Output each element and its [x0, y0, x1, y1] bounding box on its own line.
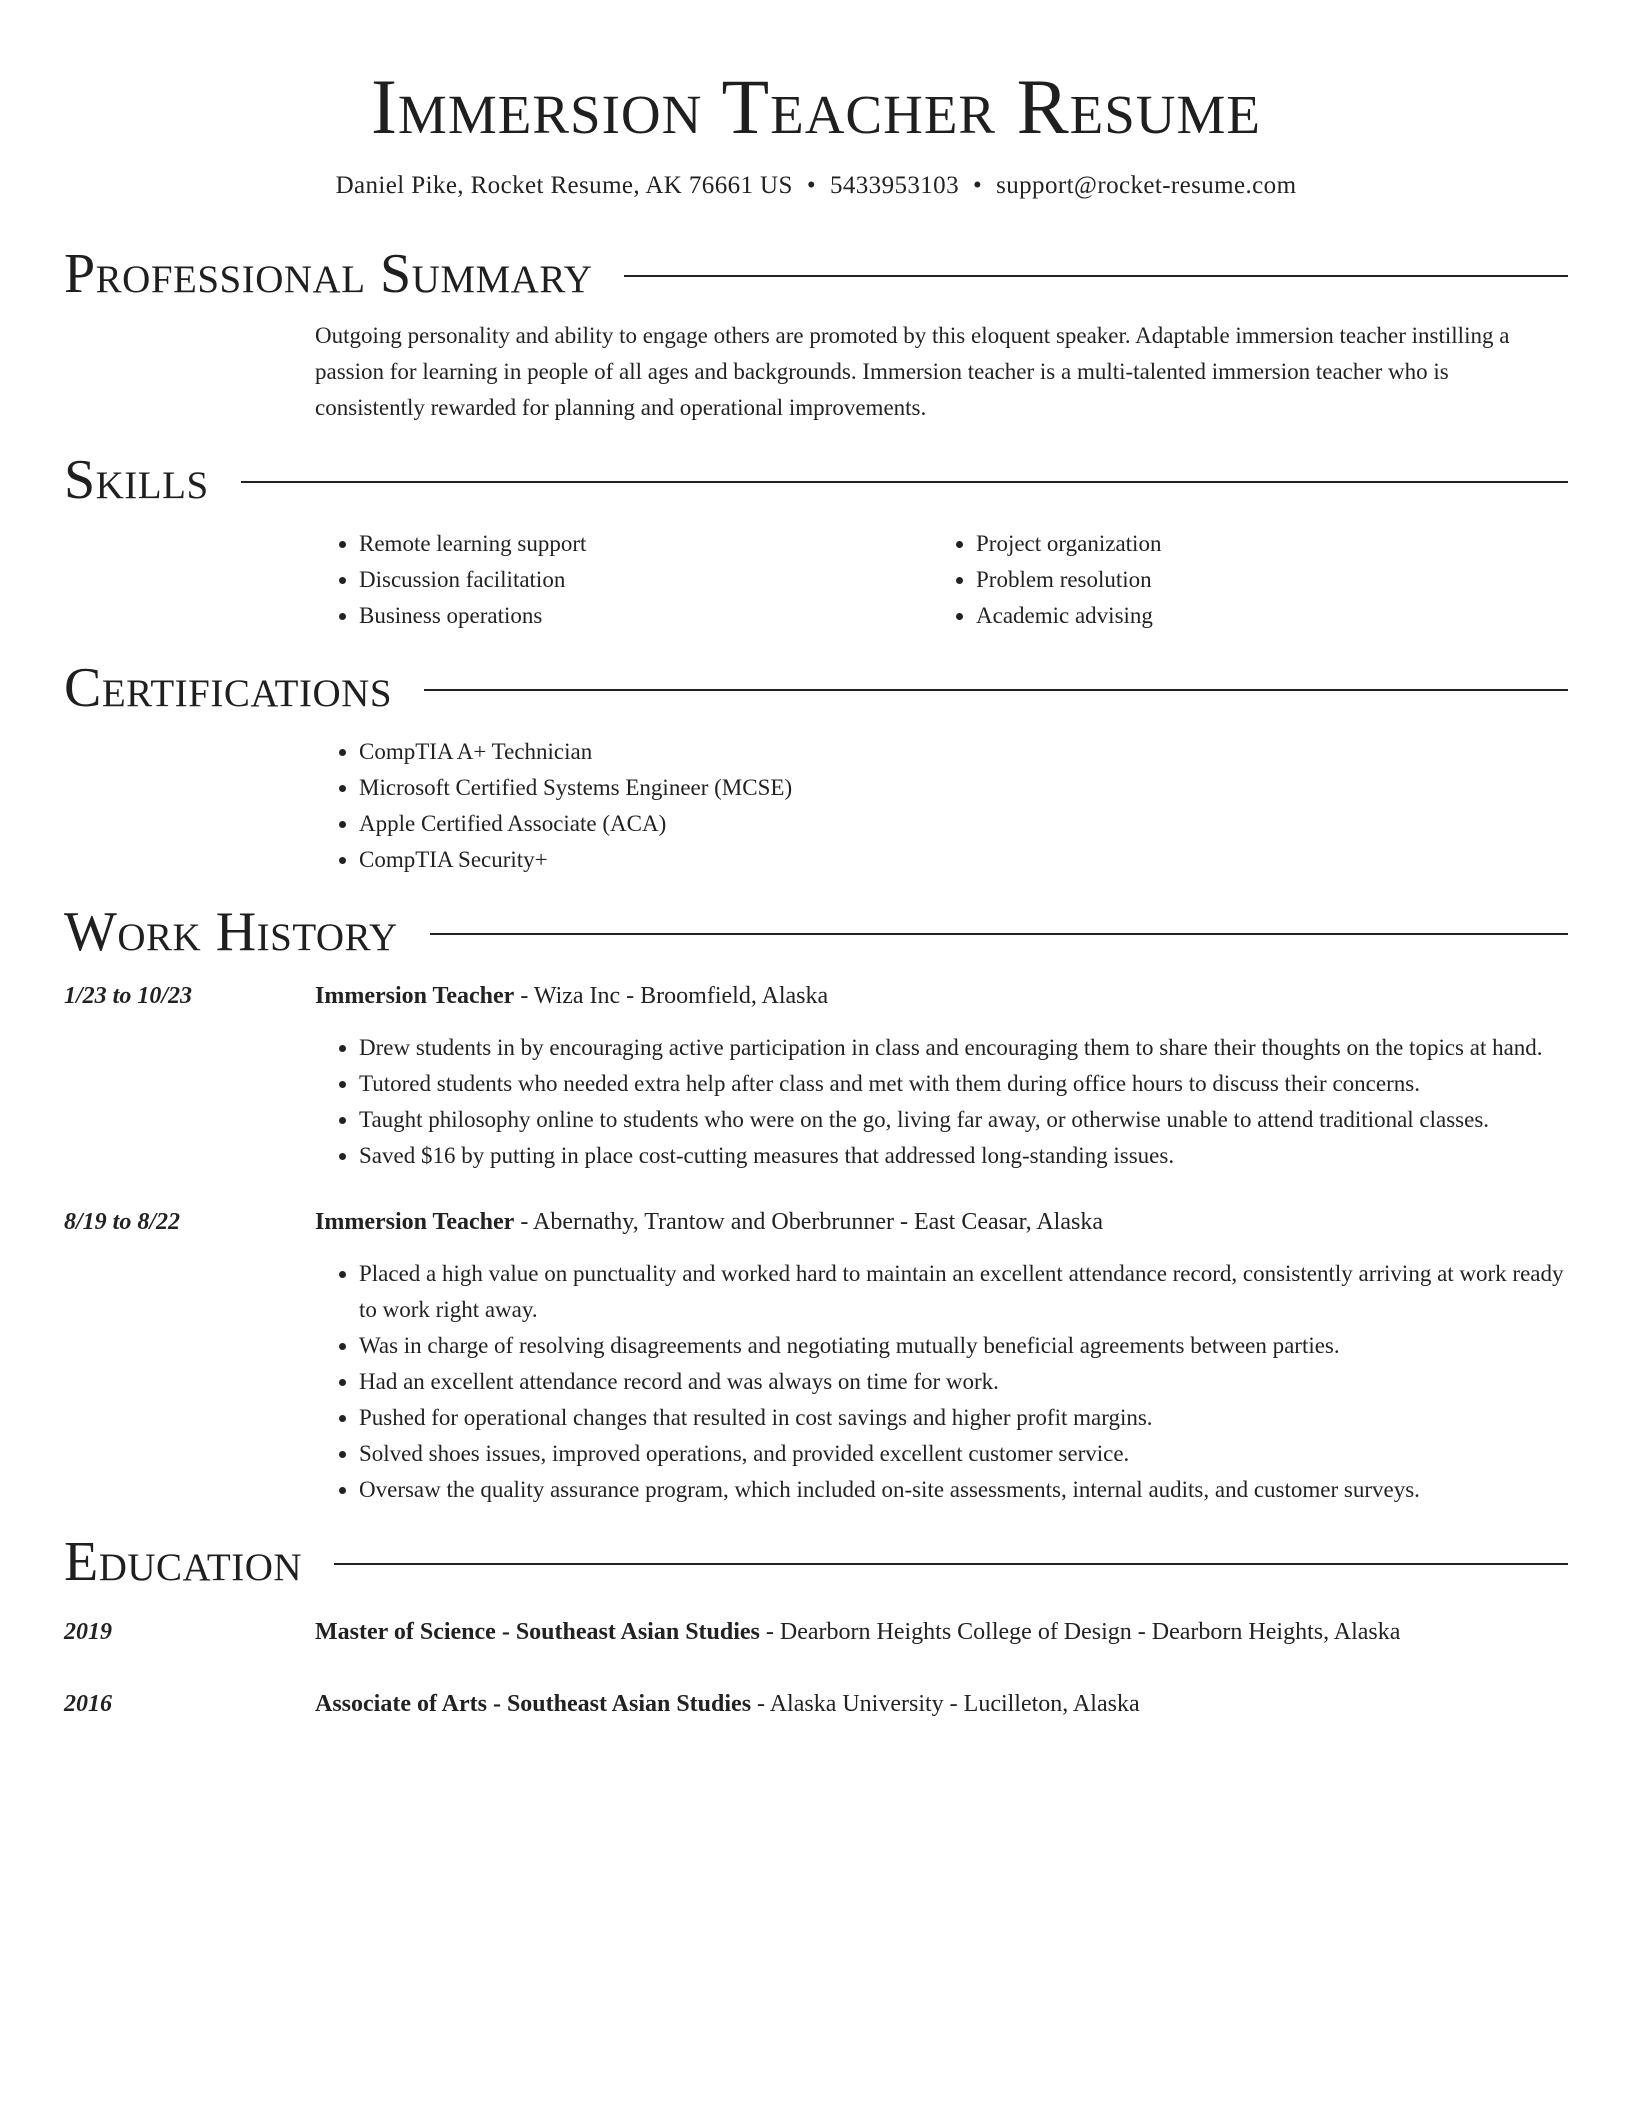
job-employer: - Abernathy, Trantow and Oberbrunner - East Ceasar, Alaska	[514, 1208, 1103, 1235]
section-divider	[624, 275, 1568, 277]
education-line	[315, 1614, 1400, 1650]
job-bullet: • Drew students in by encouraging active participation in class and encouraging them to share their thoughts on the topics at hand.	[359, 1030, 1568, 1066]
education-section	[64, 1530, 1568, 1722]
skill-item: • Discussion facilitation	[359, 562, 932, 598]
skill-item: • Problem resolution	[976, 562, 1549, 598]
certifications-list	[315, 734, 1568, 878]
certification-item: • Apple Certified Associate (ACA)	[359, 806, 1568, 842]
job-body	[315, 1204, 1568, 1508]
work-history-section	[64, 900, 1568, 1508]
job-role: Immersion Teacher	[315, 1208, 515, 1235]
certification-item: • Microsoft Certified Systems Engineer (MCSE)	[359, 770, 1568, 806]
job-bullet: • Taught philosophy online to students who were on the go, living far away, or otherwise unable to attend traditional classes.	[359, 1102, 1568, 1138]
contact-line	[64, 172, 1568, 200]
skills-heading: Skills	[64, 448, 209, 511]
job-role: Immersion Teacher	[315, 982, 515, 1009]
education-degree: Associate of Arts - Southeast Asian Studies	[315, 1690, 752, 1717]
skills-column-left	[315, 526, 932, 634]
certifications-header	[64, 656, 1568, 720]
section-divider	[334, 1563, 1568, 1565]
job-bullet: • Oversaw the quality assurance program, which included on-site assessments, internal audits, and customer surveys.	[359, 1472, 1568, 1508]
contact-address: Daniel Pike, Rocket Resume, AK 76661 US	[335, 171, 793, 199]
skills-section	[64, 448, 1568, 634]
certification-item: • CompTIA Security+	[359, 842, 1568, 878]
education-entry	[64, 1686, 1568, 1722]
job-bullet: • Saved $16 by putting in place cost-cutting measures that addressed long-standing issues.	[359, 1138, 1568, 1174]
certifications-section	[64, 656, 1568, 878]
contact-phone: 5433953103	[829, 171, 959, 199]
education-school: - Dearborn Heights College of Design - Dearborn Heights, Alaska	[759, 1618, 1401, 1645]
work-history-heading: Work History	[64, 900, 398, 963]
skills-columns	[315, 526, 1568, 634]
job-bullet: • Solved shoes issues, improved operations, and provided excellent customer service.	[359, 1436, 1568, 1472]
contact-separator: •	[806, 171, 816, 199]
contact-separator: •	[972, 171, 983, 199]
skill-item: • Academic advising	[976, 598, 1549, 634]
job-title-line	[315, 978, 1568, 1014]
education-line	[315, 1686, 1140, 1722]
education-entry	[64, 1614, 1568, 1650]
education-year: 2019	[64, 1618, 112, 1645]
summary-header	[64, 242, 1568, 306]
summary-text: Outgoing personality and ability to engage others are promoted by this eloquent speaker. Adaptable immersion teacher instilling a passion for learning in people of all ages and backgrounds. Immersion teacher is a multi-talented immersion teacher who is consistently rewarded for planning and operational improvements.	[315, 322, 1510, 420]
job-bullet: • Had an excellent attendance record and was always on time for work.	[359, 1364, 1568, 1400]
page-title: Immersion Teacher Resume	[370, 63, 1262, 150]
job-employer: - Wiza Inc - Broomfield, Alaska	[514, 982, 829, 1009]
job-bullet: • Tutored students who needed extra help after class and met with them during office hours to discuss their concerns.	[359, 1066, 1568, 1102]
contact-email[interactable]: support@rocket-resume.com	[996, 171, 1297, 199]
resume-page	[64, 0, 1568, 1722]
work-history-header	[64, 900, 1568, 964]
skill-item: • Remote learning support	[359, 526, 932, 562]
section-divider	[241, 481, 1568, 483]
education-year: 2016	[64, 1690, 112, 1717]
job-title-line	[315, 1204, 1568, 1240]
education-degree: Master of Science - Southeast Asian Studies	[315, 1618, 760, 1645]
skills-column-right	[932, 526, 1549, 634]
certification-item: • CompTIA A+ Technician	[359, 734, 1568, 770]
certifications-heading: Certifications	[64, 656, 393, 719]
section-divider	[430, 933, 1568, 935]
job-bullet: • Was in charge of resolving disagreements and negotiating mutually beneficial agreements between parties.	[359, 1328, 1568, 1364]
summary-heading: Professional Summary	[64, 242, 593, 305]
job-entry	[64, 978, 1568, 1174]
job-dates: 1/23 to 10/23	[64, 982, 193, 1009]
section-divider	[424, 689, 1568, 691]
skills-header	[64, 448, 1568, 512]
education-heading: Education	[64, 1530, 303, 1593]
job-entry	[64, 1204, 1568, 1508]
skill-item: • Project organization	[976, 526, 1549, 562]
education-school: - Alaska University - Lucilleton, Alaska	[751, 1690, 1140, 1717]
summary-section	[64, 242, 1568, 426]
job-dates: 8/19 to 8/22	[64, 1208, 181, 1235]
job-bullet: • Placed a high value on punctuality and worked hard to maintain an excellent attendance record, consistently arriving at work ready to work right away.	[359, 1256, 1568, 1328]
skill-item: • Business operations	[359, 598, 932, 634]
job-bullet: • Pushed for operational changes that resulted in cost savings and higher profit margins.	[359, 1400, 1568, 1436]
education-header	[64, 1530, 1568, 1594]
job-body	[315, 978, 1568, 1174]
